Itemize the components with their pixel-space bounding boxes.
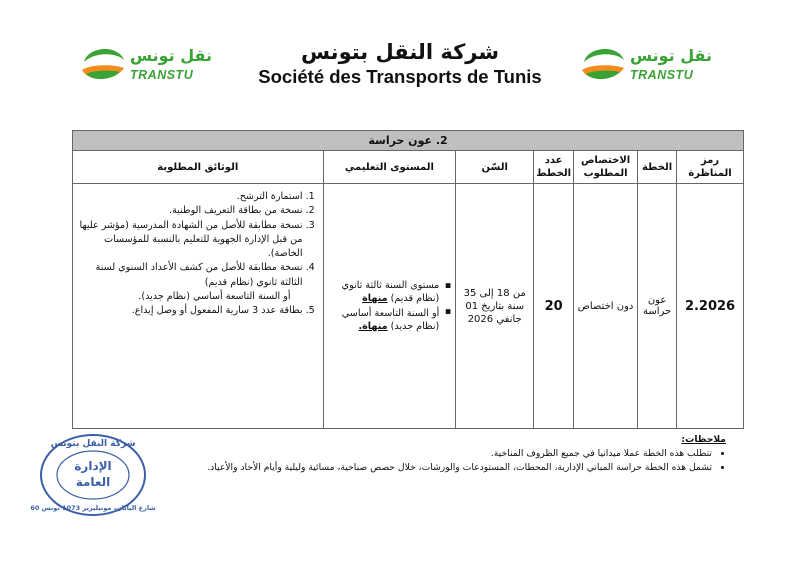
- column-header: الخطة: [638, 151, 677, 184]
- company-name-french: Société des Transports de Tunis: [258, 66, 542, 87]
- column-header: الوثائق المطلوبة: [73, 151, 324, 184]
- education-line-2: أو السنة التاسعة أساسي (نظام جديد): [341, 308, 440, 332]
- document-item-text: نسخة مطابقة للأصل من كشف الأعداد السنوي لسنة الثالثة ثانوي (نظام قديم): [95, 262, 303, 288]
- logo-arabic-text: نقل تونس: [630, 46, 713, 65]
- document-item: 3. نسخة مطابقة للأصل من الشهادة المدرسية (مؤشر عليها من قبل الإدارة الجهوية للتعليم بالنسبة للمؤسسات الخاصة).: [77, 219, 303, 262]
- transtu-swoosh-icon: [578, 40, 628, 90]
- age-requirement: من 18 إلى 35 سنة بتاريخ 01 جانفي 2026: [456, 184, 534, 429]
- logo-latin-text: TRANSTU: [630, 68, 694, 82]
- document-item-extra: أو السنة التاسعة أساسي (نظام جديد).: [138, 291, 291, 303]
- document-item: [77, 261, 303, 304]
- education-line-1-bold: منهاة: [362, 293, 388, 304]
- document-item: 2. نسخة من بطاقة التعريف الوطنية.: [77, 204, 303, 218]
- education-line-2-bold: منهاة.: [358, 321, 388, 332]
- document-item: 5. بطاقة عدد 3 سارية المفعول أو وصل إيداع.: [77, 304, 303, 318]
- document-item: 1. استمارة الترشح.: [77, 190, 303, 204]
- required-documents: [73, 184, 324, 429]
- column-header: المستوى التعليمي: [323, 151, 456, 184]
- stamp-line-2: العامة: [75, 475, 111, 489]
- column-header: رمز المناظرة: [677, 151, 744, 184]
- column-header: السّن: [456, 151, 534, 184]
- notes-section: [190, 434, 726, 476]
- note-item: • تتطلب هذه الخطة عملا ميدانيا في جميع الظروف المناخية.: [190, 448, 712, 459]
- transtu-logo-right: [578, 40, 728, 90]
- notes-title: ملاحظات:: [681, 434, 726, 445]
- stamp-ring-text: شركة النقل بتونس: [50, 439, 136, 449]
- column-header: الاختصاص المطلوب: [574, 151, 638, 184]
- position-count: 20: [534, 184, 574, 429]
- stamp-line-1: الإدارة: [74, 459, 112, 473]
- section-title: 2. عون حراسة: [73, 131, 744, 151]
- recruitment-table: [72, 130, 744, 429]
- logo-latin-text: TRANSTU: [130, 68, 194, 82]
- company-name-arabic: شركة النقل بتونس: [301, 40, 499, 64]
- note-item: • تشمل هذه الخطة حراسة المباني الإدارية، المحطات، المستودعات والورشات، خلال حصص صباحية، مسائية وليلية وأيام الأحاد والأعياد.: [190, 462, 712, 473]
- competition-code: 2.2026: [677, 184, 744, 429]
- position-name: عون حراسة: [638, 184, 677, 429]
- logo-arabic-text: نقل تونس: [130, 46, 213, 65]
- official-stamp: [30, 432, 156, 518]
- stamp-address-text: 60 شارع اليابان، مونبليزير 1073 تونس: [30, 504, 156, 512]
- transtu-logo-left: [78, 40, 228, 90]
- required-specialty: دون اختصاص: [574, 184, 638, 429]
- stamp-seal-icon: [30, 432, 156, 518]
- column-header: عدد الخطط: [534, 151, 574, 184]
- education-level: [323, 184, 456, 429]
- table-row: [73, 184, 744, 429]
- education-line-1: مستوى السنة ثالثة ثانوي (نظام قديم): [341, 280, 440, 304]
- transtu-swoosh-icon: [78, 40, 128, 90]
